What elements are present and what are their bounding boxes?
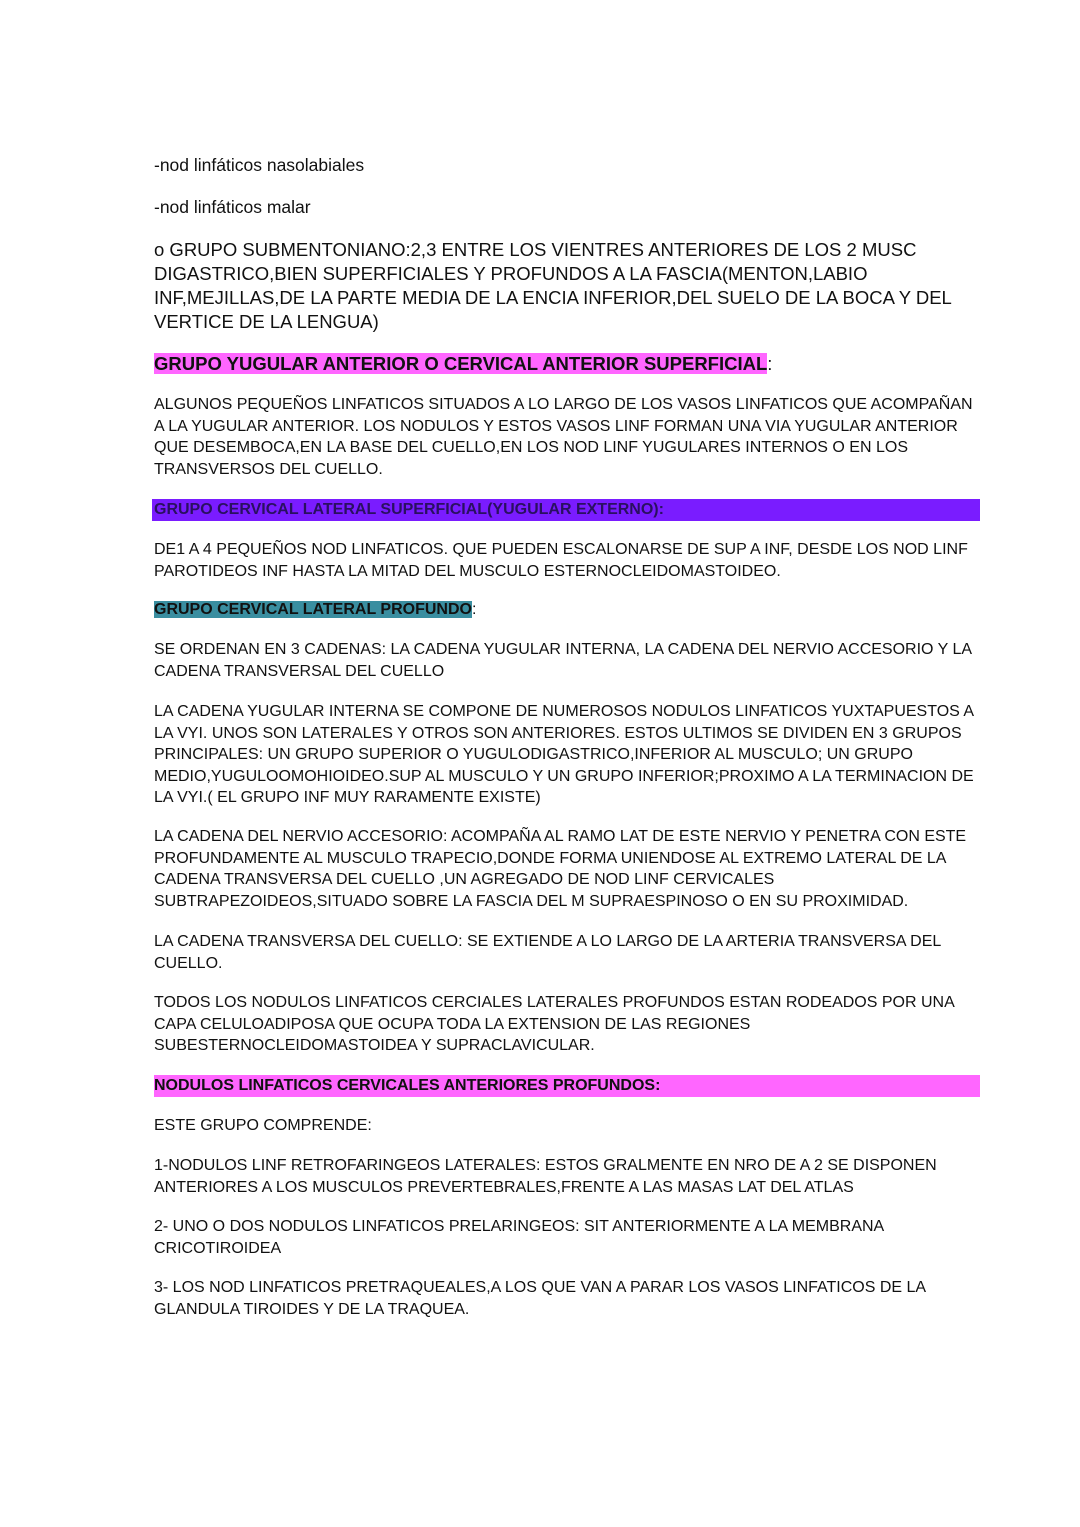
lateral-profundo-p1: SE ORDENAN EN 3 CADENAS: LA CADENA YUGULAR INTERNA, LA CADENA DEL NERVIO ACCESORIO Y LA CADENA TRANSVERSAL DEL CUELLO [154, 641, 972, 680]
list-item: 3- LOS NOD LINFATICOS PRETRAQUEALES,A LOS QUE VAN A PARAR LOS VASOS LINFATICOS DE LA GLANDULA TIROIDES Y DE LA TRAQUEA. [154, 1279, 926, 1318]
lateral-profundo-p5: TODOS LOS NODULOS LINFATICOS CERCIALES LATERALES PROFUNDOS ESTAN RODEADOS POR UNA CAPA CELULOADIPOSA QUE OCUPA TODA LA EXTENSION DE LAS REGIONES SUBESTERNOCLEIDOMASTOIDEA Y SUPRACLAVICULAR. [154, 994, 954, 1054]
heading-anteriores-profundos: NODULOS LINFATICOS CERVICALES ANTERIORES PROFUNDOS: [154, 1077, 661, 1094]
list-item: 1-NODULOS LINF RETROFARINGEOS LATERALES: ESTOS GRALMENTE EN NRO DE A 2 SE DISPONEN ANTERIORES A LOS MUSCULOS PREVERTEBRALES,FRENTE A LAS MASAS LAT DEL ATLAS [154, 1157, 937, 1196]
line-malar: -nod linfáticos malar [154, 197, 311, 217]
yugular-anterior-body: ALGUNOS PEQUEÑOS LINFATICOS SITUADOS A LO LARGO DE LOS VASOS LINFATICOS QUE ACOMPAÑAN A LA YUGULAR ANTERIOR. LOS NODULOS Y ESTOS VASOS LINF FORMAN UNA VIA YUGULAR ANTERIOR QUE DESEMBOCA,EN LA BASE DEL CUELLO,EN LOS NOD LINF YUGULARES INTERNOS O EN LOS TRANSVERSOS DEL CUELLO. [154, 396, 973, 478]
heading-colon: : [767, 353, 773, 374]
heading-lateral-profundo [154, 599, 984, 621]
heading-colon: : [471, 601, 477, 618]
anteriores-profundos-intro: ESTE GRUPO COMPRENDE: [154, 1117, 372, 1134]
heading-lateral-superficial: GRUPO CERVICAL LATERAL SUPERFICIAL(YUGULAR EXTERNO): [154, 501, 664, 518]
submentoniano-paragraph: o GRUPO SUBMENTONIANO:2,3 ENTRE LOS VIENTRES ANTERIORES DE LOS 2 MUSC DIGASTRICO,BIEN SUPERFICIALES Y PROFUNDOS A LA FASCIA(MENTON,LABIO INF,MEJILLAS,DE LA PARTE MEDIA DE LA ENCIA INFERIOR,DEL SUELO DE LA BOCA Y DEL VERTICE DE LA LENGUA) [154, 239, 952, 332]
lateral-profundo-p3: LA CADENA DEL NERVIO ACCESORIO: ACOMPAÑA AL RAMO LAT DE ESTE NERVIO Y PENETRA CON ESTE PROFUNDAMENTE AL MUSCULO TRAPECIO,DONDE FORMA UNIENDOSE AL EXTREMO LATERAL DE LA CADENA TRANSVERSA DEL CUELLO ,UN AGREGADO DE NOD LINF CERVICALES SUBTRAPEZOIDEOS,SITUADO SOBRE LA FASCIA DEL M SUPRAESPINOSO O EN SU PROXIMIDAD. [154, 828, 967, 910]
list-item: 2- UNO O DOS NODULOS LINFATICOS PRELARINGEOS: SIT ANTERIORMENTE A LA MEMBRANA CRICOTIROIDEA [154, 1218, 884, 1257]
heading-yugular-anterior-text: GRUPO YUGULAR ANTERIOR O CERVICAL ANTERIOR SUPERFICIAL [154, 353, 768, 374]
lateral-superficial-body: DE1 A 4 PEQUEÑOS NOD LINFATICOS. QUE PUEDEN ESCALONARSE DE SUP A INF, DESDE LOS NOD LINF PAROTIDEOS INF HASTA LA MITAD DEL MUSCULO ESTERNOCLEIDOMASTOIDEO. [154, 541, 968, 580]
heading-lateral-profundo-text: GRUPO CERVICAL LATERAL PROFUNDO [154, 601, 472, 618]
line-nasolabiales: -nod linfáticos nasolabiales [154, 155, 365, 175]
heading-yugular-anterior [154, 352, 984, 376]
lateral-profundo-p4: LA CADENA TRANSVERSA DEL CUELLO: SE EXTIENDE A LO LARGO DE LA ARTERIA TRANSVERSA DEL CUELLO. [154, 933, 941, 972]
lateral-profundo-p2: LA CADENA YUGULAR INTERNA SE COMPONE DE NUMEROSOS NODULOS LINFATICOS YUXTAPUESTOS A LA VYI. UNOS SON LATERALES Y OTROS SON ANTERIORES. ESTOS ULTIMOS SE DIVIDEN EN 3 GRUPOS PRINCIPALES: UN GRUPO SUPERIOR O YUGULODIGASTRICO,INFERIOR AL MUSCULO; UN GRUPO MEDIO,YUGULOOMOHIOIDEO.SUP AL MUSCULO Y UN GRUPO INFERIOR;PROXIMO A LA TERMINACION DE LA VYI.( EL GRUPO INF MUY RARAMENTE EXISTE) [154, 703, 974, 806]
